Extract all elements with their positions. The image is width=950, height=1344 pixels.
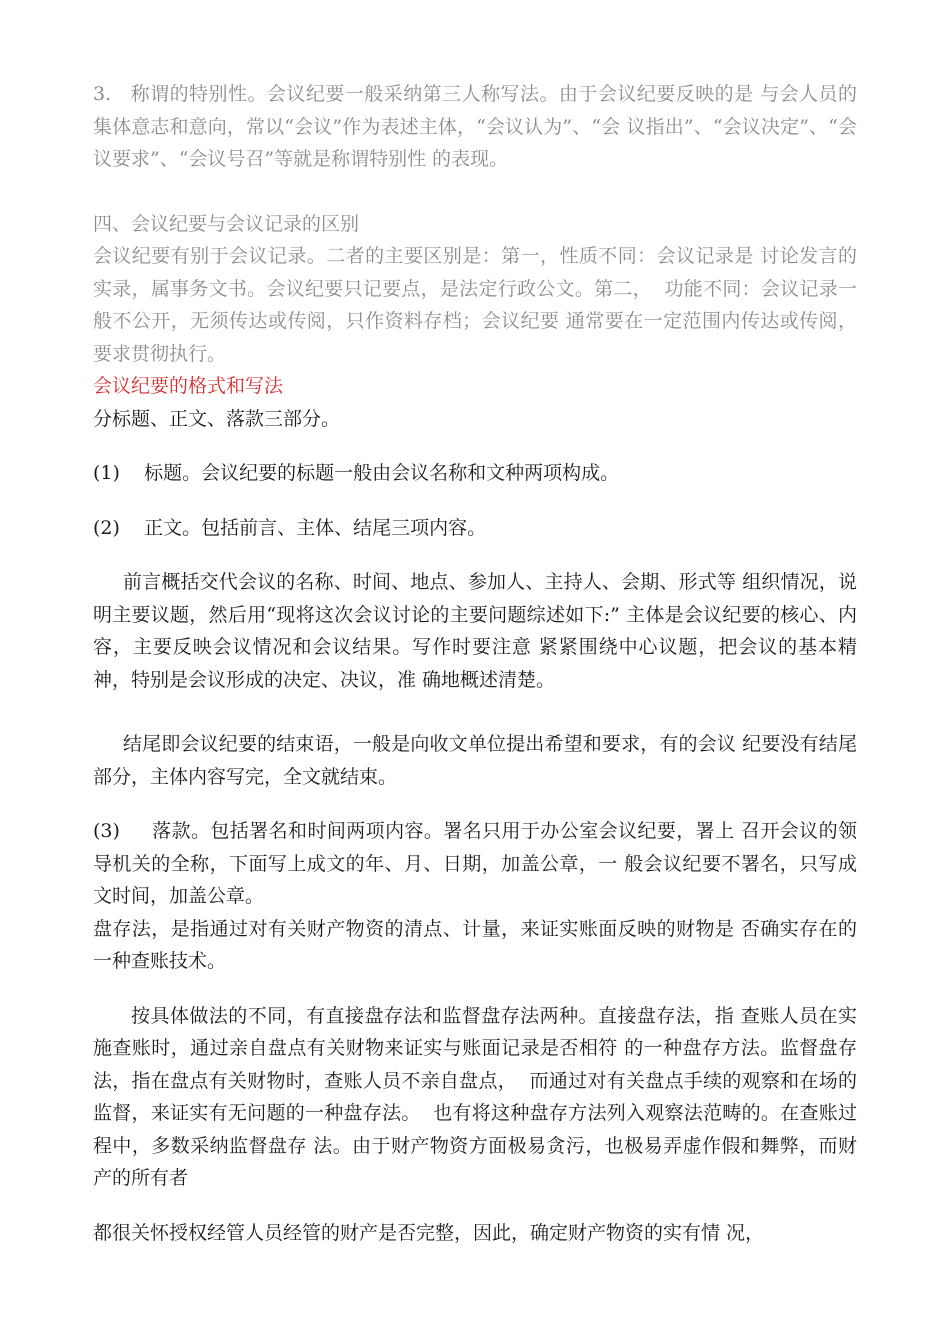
paragraph-body-item: (2) 正文。包括前言、主体、结尾三项内容。	[93, 516, 487, 539]
paragraph-preface: 前言概括交代会议的名称、时间、地点、参加人、主持人、会期、形式等 组织情况，说明主要议题，然后用“现将这次会议讨论的主要问题综述如下:” 主体是会议纪要的核心、内容，主要反映会议情况和会议结果。写作时要注意 紧紧围绕中心议题，把会议的基本精神，特别是会议形成的决定、决议，准 确地概述清楚。	[93, 571, 857, 691]
paragraph-property-concern: 都很关怀授权经管人员经管的财产是否完整，因此，确定财产物资的实有情 况，	[93, 1221, 765, 1244]
paragraph-three-parts: 分标题、正文、落款三部分。	[93, 407, 341, 430]
section-heading-difference: 四、会议纪要与会议记录的区别	[93, 212, 360, 235]
paragraph-title-item: (1) 标题。会议纪要的标题一般由会议名称和文种两项构成。	[93, 462, 620, 484]
paragraph-ending: 结尾即会议纪要的结束语，一般是向收文单位提出希望和要求，有的会议 纪要没有结尾部分，主体内容写完，全文就结束。	[93, 733, 857, 788]
paragraph-inventory-types: 按具体做法的不同，有直接盘存法和监督盘存法两种。直接盘存法，指 查账人员在实施查账时，通过亲自盘点有关财物来证实与账面记录是否相符 的一种盘存方法。监督盘存法，指在盘点有关财物时，查账人员不亲自盘点， 而通过对有关盘点手续的观察和在场的监督，来证实有无问题的一种盘存法。 也有将这种盘存方法列入观察法范畴的。在查账过程中，多数采纳监督盘存 法。由于财产物资方面极易贪污，也极易弄虚作假和舞弊，而财产的所有者	[93, 1004, 857, 1189]
paragraph-difference: 会议纪要有别于会议记录。二者的主要区别是：第一，性质不同：会议记录是 讨论发言的实录，属事务文书。会议纪要只记要点，是法定行政公文。第二， 功能不同：会议记录一般不公开，无须传达或传阅，只作资料存档；会议纪要 通常要在一定范围内传达或传阅，要求贯彻执行。	[93, 245, 857, 365]
paragraph-inventory-method: 盘存法，是指通过对有关财产物资的清点、计量，来证实账面反映的财物是 否确实存在的一种查账技术。	[93, 917, 857, 972]
paragraph-appellation: 3. 称谓的特别性。会议纪要一般采纳第三人称写法。由于会议纪要反映的是 与会人员的集体意志和意向，常以“会议”作为表述主体，“会议认为”、“会 议指出”、“会议决定”、“会议要求”、“会议号召”等就是称谓特别性 的表现。	[93, 83, 857, 170]
document-page	[93, 78, 857, 1249]
red-heading-format: 会议纪要的格式和写法	[93, 375, 284, 397]
paragraph-signature-item: (3) 落款。包括署名和时间两项内容。署名只用于办公室会议纪要，署上 召开会议的领导机关的全称，下面写上成文的年、月、日期，加盖公章，一 般会议纪要不署名，只写成文时间，加盖公章。	[93, 820, 857, 907]
